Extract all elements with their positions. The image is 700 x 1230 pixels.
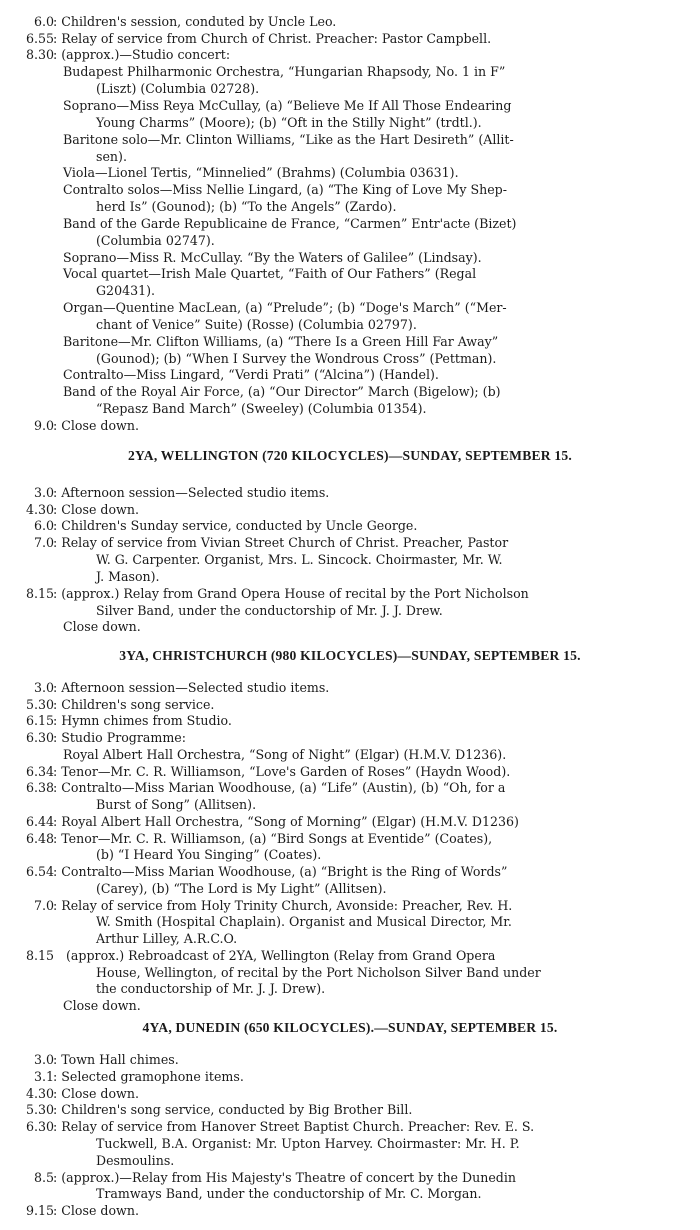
schedule-line: 4.30 : Close down. (25, 502, 139, 517)
schedule-line: 8.15 (approx.) Rebroadcast of 2YA, Wellington (Relay from Grand Opera (25, 948, 496, 963)
schedule-line: 7.0 : Relay of service from Vivian Street Church of Christ. Preacher, Pastor (33, 535, 509, 550)
schedule-line: 9.0 : Close down. (33, 418, 139, 433)
schedule-line: 3.0 : Afternoon session—Selected studio items. (33, 485, 330, 500)
schedule-line: 7.0 : Relay of service from Holy Trinity Church, Avonside: Preacher, Rev. H. (33, 898, 513, 913)
schedule-line: 6.55 : Relay of service from Church of Christ. Preacher: Pastor Campbell. (25, 31, 492, 46)
section-heading-3ya: 3YA, CHRISTCHURCH (980 KILOCYCLES)—SUNDAY, SEPTEMBER 15. (119, 648, 581, 663)
programme-item: “Repasz Band March” (Sweeley) (Columbia 01354). (96, 401, 427, 416)
programme-item: Viola—Lionel Tertis, “Minnelied” (Brahms) (Columbia 03631). (63, 165, 459, 180)
schedule-line: 6.0 : Children's session, conduted by Uncle Leo. (33, 14, 337, 29)
schedule-line: 6.38 : Contralto—Miss Marian Woodhouse, (a) “Life” (Austin), (b) “Oh, for a (25, 780, 506, 795)
programme-item: Band of the Royal Air Force, (a) “Our Director” March (Bigelow); (b) (63, 384, 501, 399)
programme-item: Royal Albert Hall Orchestra, “Song of Night” (Elgar) (H.M.V. D1236). (63, 747, 507, 762)
programme-item: House, Wellington, of recital by the Port Nicholson Silver Band under (96, 965, 541, 980)
programme-item: herd Is” (Gounod); (b) “To the Angels” (Zardo). (96, 199, 397, 214)
section-heading-4ya: 4YA, DUNEDIN (650 KILOCYCLES).—SUNDAY, SEPTEMBER 15. (142, 1020, 558, 1035)
programme-item: Close down. (63, 619, 141, 634)
programme-item: J. Mason). (96, 569, 160, 584)
programme-item: Band of the Garde Republicaine de France, “Carmen” Entr'acte (Bizet) (63, 216, 517, 231)
programme-item: Tuckwell, B.A. Organist: Mr. Upton Harvey. Choirmaster: Mr. H. P. (96, 1136, 520, 1151)
section-heading-2ya: 2YA, WELLINGTON (720 KILOCYCLES)—SUNDAY, SEPTEMBER 15. (128, 448, 572, 463)
programme-item: Silver Band, under the conductorship of Mr. J. J. Drew. (96, 603, 443, 618)
programme-item: Soprano—Miss R. McCullay. “By the Waters of Galilee” (Lindsay). (63, 250, 482, 265)
programme-item: Young Charms” (Moore); (b) “Oft in the Stilly Night” (trdtl.). (96, 115, 482, 130)
schedule-line: 5.30 : Children's song service. (25, 697, 215, 712)
schedule-line: 3.0 : Town Hall chimes. (33, 1052, 179, 1067)
schedule-line: 6.44 : Royal Albert Hall Orchestra, “Song of Morning” (Elgar) (H.M.V. D1236) (25, 814, 519, 829)
schedule-line: 6.34 : Tenor—Mr. C. R. Williamson, “Love's Garden of Roses” (Haydn Wood). (25, 764, 511, 779)
programme-item: Burst of Song” (Allitsen). (96, 797, 257, 812)
schedule-line: 6.54 : Contralto—Miss Marian Woodhouse, (a) “Bright is the Ring of Words” (25, 864, 508, 879)
programme-item: Tramways Band, under the conductorship of Mr. C. Morgan. (96, 1186, 482, 1201)
schedule-line: 6.30 : Relay of service from Hanover Street Baptist Church. Preacher: Rev. E. S. (25, 1119, 535, 1134)
programme-item: (Gounod); (b) “When I Survey the Wondrous Cross” (Pettman). (96, 351, 497, 366)
programme-item: chant of Venice” Suite) (Rosse) (Columbia 02797). (96, 317, 417, 332)
schedule-line: 4.30 : Close down. (25, 1086, 139, 1101)
programme-item: G20431). (96, 283, 156, 298)
programme-item: Baritone—Mr. Clifton Williams, (a) “There Is a Green Hill Far Away” (63, 334, 499, 349)
schedule-line: 5.30 : Children's song service, conducted by Big Brother Bill. (25, 1102, 413, 1117)
programme-item: Vocal quartet—Irish Male Quartet, “Faith of Our Fathers” (Regal (63, 266, 477, 281)
programme-item: Arthur Lilley, A.R.C.O. (96, 931, 238, 946)
schedule-line: 6.0 : Children's Sunday service, conducted by Uncle George. (33, 518, 418, 533)
programme-item: sen). (96, 149, 127, 164)
programme-item: Budapest Philharmonic Orchestra, “Hungarian Rhapsody, No. 1 in F” (63, 64, 506, 79)
programme-item: Soprano—Miss Reya McCullay, (a) “Believe Me If All Those Endearing (63, 98, 512, 113)
programme-item: W. G. Carpenter. Organist, Mrs. L. Sincock. Choirmaster, Mr. W. (96, 552, 503, 567)
schedule-line: 8.30 : (approx.)—Studio concert: (25, 47, 231, 62)
programme-item: Organ—Quentine MacLean, (a) “Prelude”; (b) “Doge's March” (“Mer- (63, 300, 507, 315)
programme-item: (Carey), (b) “The Lord is My Light” (Allitsen). (96, 881, 387, 896)
programme-item: W. Smith (Hospital Chaplain). Organist and Musical Director, Mr. (96, 914, 512, 929)
schedule-line: 6.48 : Tenor—Mr. C. R. Williamson, (a) “Bird Songs at Eventide” (Coates), (25, 831, 493, 846)
programme-item: Baritone solo—Mr. Clinton Williams, “Like as the Hart Desireth” (Allit- (63, 132, 514, 147)
schedule-line: 3.0 : Afternoon session—Selected studio items. (33, 680, 330, 695)
programme-item: Contralto solos—Miss Nellie Lingard, (a) “The King of Love My Shep- (63, 182, 507, 197)
programme-item: Desmoulins. (96, 1153, 175, 1168)
schedule-line: 8.15 : (approx.) Relay from Grand Opera House of recital by the Port Nicholson (25, 586, 529, 601)
schedule-line: 8.5 : (approx.)—Relay from His Majesty's Theatre of concert by the Dunedin (33, 1170, 516, 1185)
schedule-line: 3.1 : Selected gramophone items. (33, 1069, 244, 1084)
schedule-line: 6.30 : Studio Programme: (25, 730, 186, 745)
schedule-line: 9.15 : Close down. (25, 1203, 139, 1218)
programme-item: the conductorship of Mr. J. J. Drew). (96, 981, 326, 996)
programme-item: (Columbia 02747). (96, 233, 215, 248)
programme-item: Close down. (63, 998, 141, 1013)
programme-item: (b) “I Heard You Singing” (Coates). (96, 847, 322, 862)
schedule-line: 6.15 : Hymn chimes from Studio. (25, 713, 232, 728)
programme-item: (Liszt) (Columbia 02728). (96, 81, 260, 96)
programme-item: Contralto—Miss Lingard, “Verdi Prati” (“Alcina”) (Handel). (63, 367, 439, 382)
